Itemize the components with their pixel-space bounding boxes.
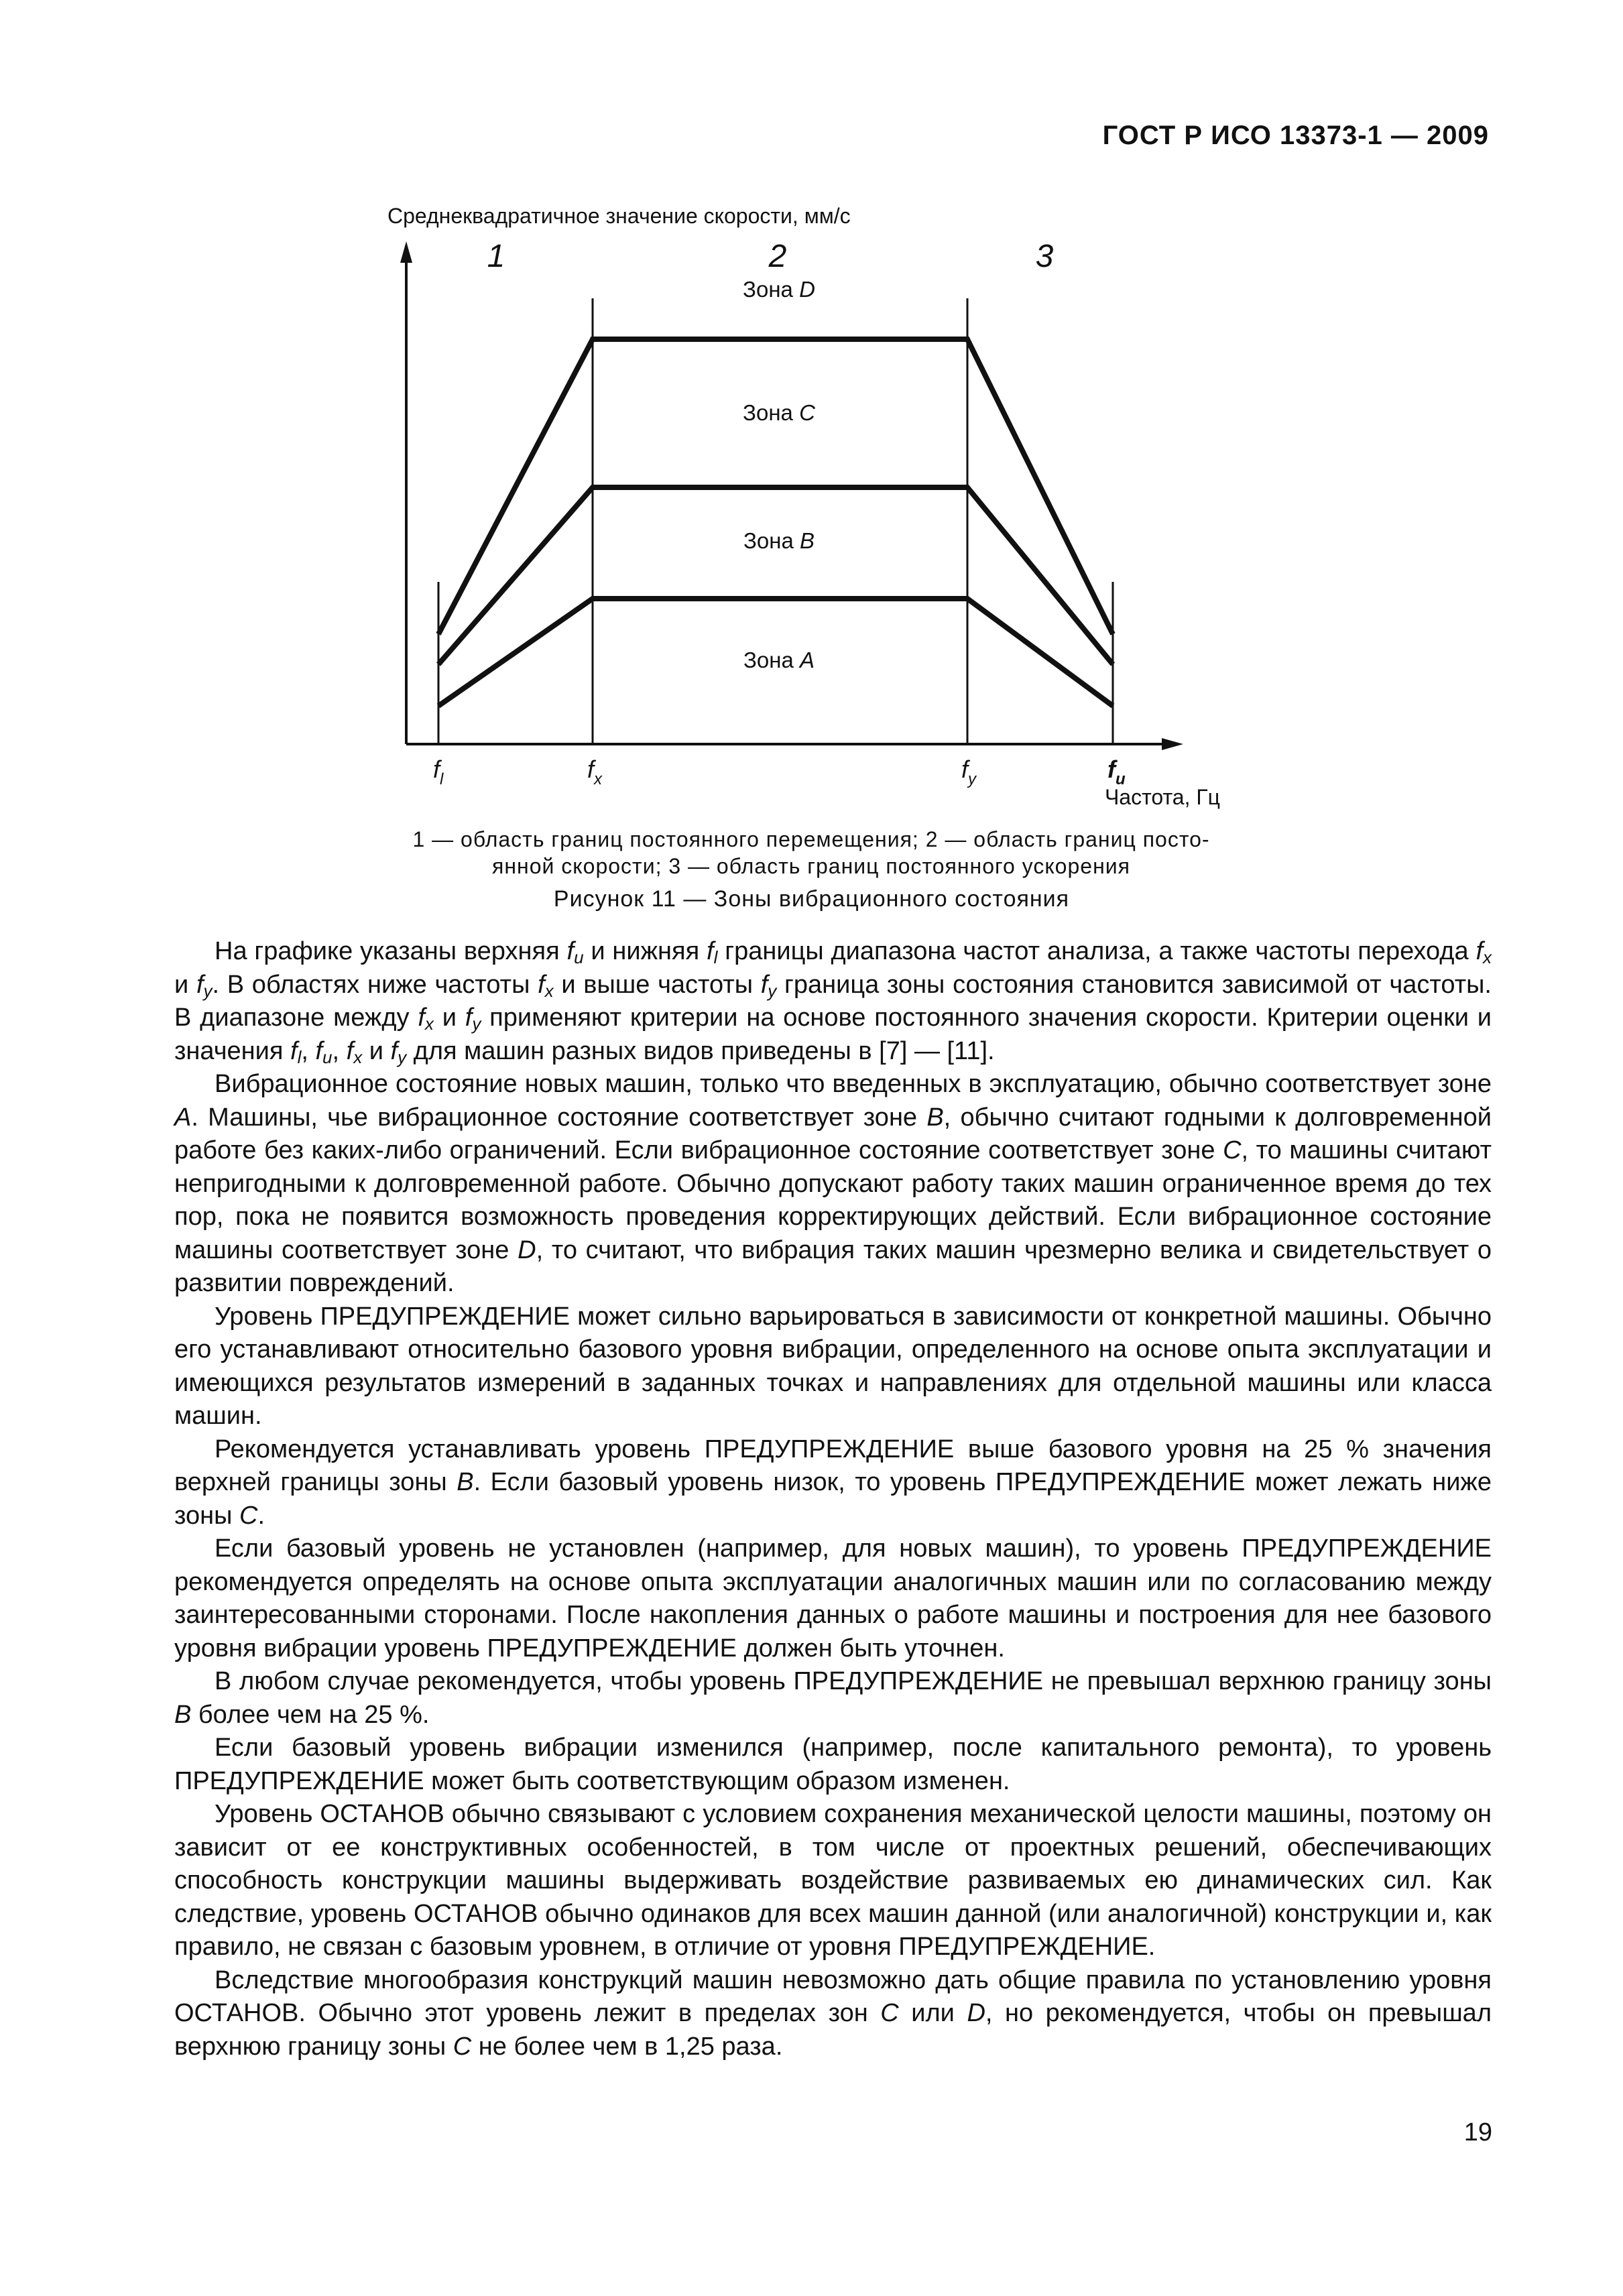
figure-legend-line-1: 1 — область границ постоянного перемещения; 2 — область границ посто- (412, 827, 1210, 851)
paragraph: Вследствие многообразия конструкций машин невозможно дать общие правила по установлению уровня ОСТАНОВ. Обычно этот уровень лежит в пределах зон C или D, но рекомендуется, чтобы он превышал верхнюю границу зоны C не более чем в 1,25 раза. (174, 1966, 1492, 2061)
y-axis-label: Среднеквадратичное значение скорости, мм/с (387, 204, 851, 228)
paragraph: Рекомендуется устанавливать уровень ПРЕДУПРЕЖДЕНИЕ выше базового уровня на 25 % значения верхней границы зоны B. Если базовый уровень низок, то уровень ПРЕДУПРЕЖДЕНИЕ может лежать ниже зоны C. (174, 1435, 1492, 1530)
tick-label-fx: $f_x$ (587, 756, 603, 788)
region-number-1: 1 (487, 239, 505, 274)
paragraph: Вибрационное состояние новых машин, только что введенных в эксплуатацию, обычно соответствует зоне A. Машины, чье вибрационное состояние соответствует зоне B, обычно считают годными к долговременной работе без каких-либо ограничений. Если вибрационное состояние соответствует зоне C, то машины считают непригодными к долговременной работе. Обычно допускают работу таких машин ограниченное время до тех пор, пока не появится возможность проведения корректирующих действий. Если вибрационное состояние машины соответствует зоне D, то считают, что вибрация таких машин чрезмерно велика и свидетельствует о развитии повреждений. (174, 1070, 1492, 1297)
page-number: 19 (1463, 2118, 1492, 2147)
paragraph: Если базовый уровень вибрации изменился (например, после капитального ремонта), то уровень ПРЕДУПРЕЖДЕНИЕ может быть соответствующим образом изменен. (174, 1734, 1492, 1795)
zone-c-label: Зона C (743, 400, 815, 425)
zone-a-label: Зона A (743, 648, 815, 672)
y-axis-arrow (400, 241, 412, 263)
tick-label-fl: $f_l$ (433, 756, 444, 788)
paragraph: Если базовый уровень не установлен (например, для новых машин), то уровень ПРЕДУПРЕЖДЕНИЕ рекомендуется определять на основе опыта эксплуатации аналогичных машин или по согласованию между заинтересованными сторонами. После накопления данных о работе машины и построения для нее базового уровня вибрации уровень ПРЕДУПРЕЖДЕНИЕ должен быть уточнен. (174, 1534, 1492, 1663)
paragraph: В любом случае рекомендуется, чтобы уровень ПРЕДУПРЕЖДЕНИЕ не превышал верхнюю границу зоны B более чем на 25 %. (174, 1667, 1492, 1729)
paragraph: На графике указаны верхняя $f_u$ и нижняя $f_l$ границы диапазона частот анализа, а также частоты перехода $f_x$ и $f_y$. В областях ниже частоты $f_x$ и выше частоты $f_y$ граница зоны состояния становится зависимой от частоты. В диапазоне между $f_x$ и $f_y$ применяют критерии на основе постоянного значения скорости. Критерии оценки и значения $f_l$, $f_u$, $f_x$ и $f_y$ для машин разных видов приведены в [7] — [11]. (174, 937, 1492, 1067)
paragraph: Уровень ОСТАНОВ обычно связывают с условием сохранения механической целости машины, поэтому он зависит от ее конструктивных особенностей, в том числе от проектных решений, обеспечивающих способность конструкции машины выдерживать воздействие развиваемых ею динамических сил. Как следствие, уровень ОСТАНОВ обычно одинаков для всех машин данной (или аналогичной) конструкции и, как правило, не связан с базовым уровнем, в отличие от уровня ПРЕДУПРЕЖДЕНИЕ. (174, 1800, 1492, 1961)
region-number-3: 3 (1035, 239, 1054, 274)
x-axis-label: Частота, Гц (1104, 785, 1220, 809)
figure-legend-line-2: янной скорости; 3 — область границ постоянного ускорения (492, 854, 1130, 878)
figure-caption: Рисунок 11 — Зоны вибрационного состояния (553, 886, 1070, 912)
zone-d-label: Зона D (743, 277, 815, 302)
x-axis-arrow (1162, 738, 1183, 750)
tick-label-fy: $f_y$ (961, 756, 977, 788)
document-header: ГОСТ Р ИСО 13373-1 — 2009 (1102, 121, 1489, 150)
zone-b-label: Зона B (743, 528, 815, 553)
body-text (174, 935, 1492, 2063)
vibration-zones-figure (0, 0, 1623, 939)
paragraph: Уровень ПРЕДУПРЕЖДЕНИЕ может сильно варьироваться в зависимости от конкретной машины. Обычно его устанавливают относительно базового уровня вибрации, определенного на основе опыта эксплуатации и имеющихся результатов измерений в заданных точках и направлениях для отдельной машины или класса машин. (174, 1302, 1492, 1430)
tick-label-fu: $f_u$ (1107, 756, 1126, 788)
region-number-2: 2 (768, 239, 787, 274)
